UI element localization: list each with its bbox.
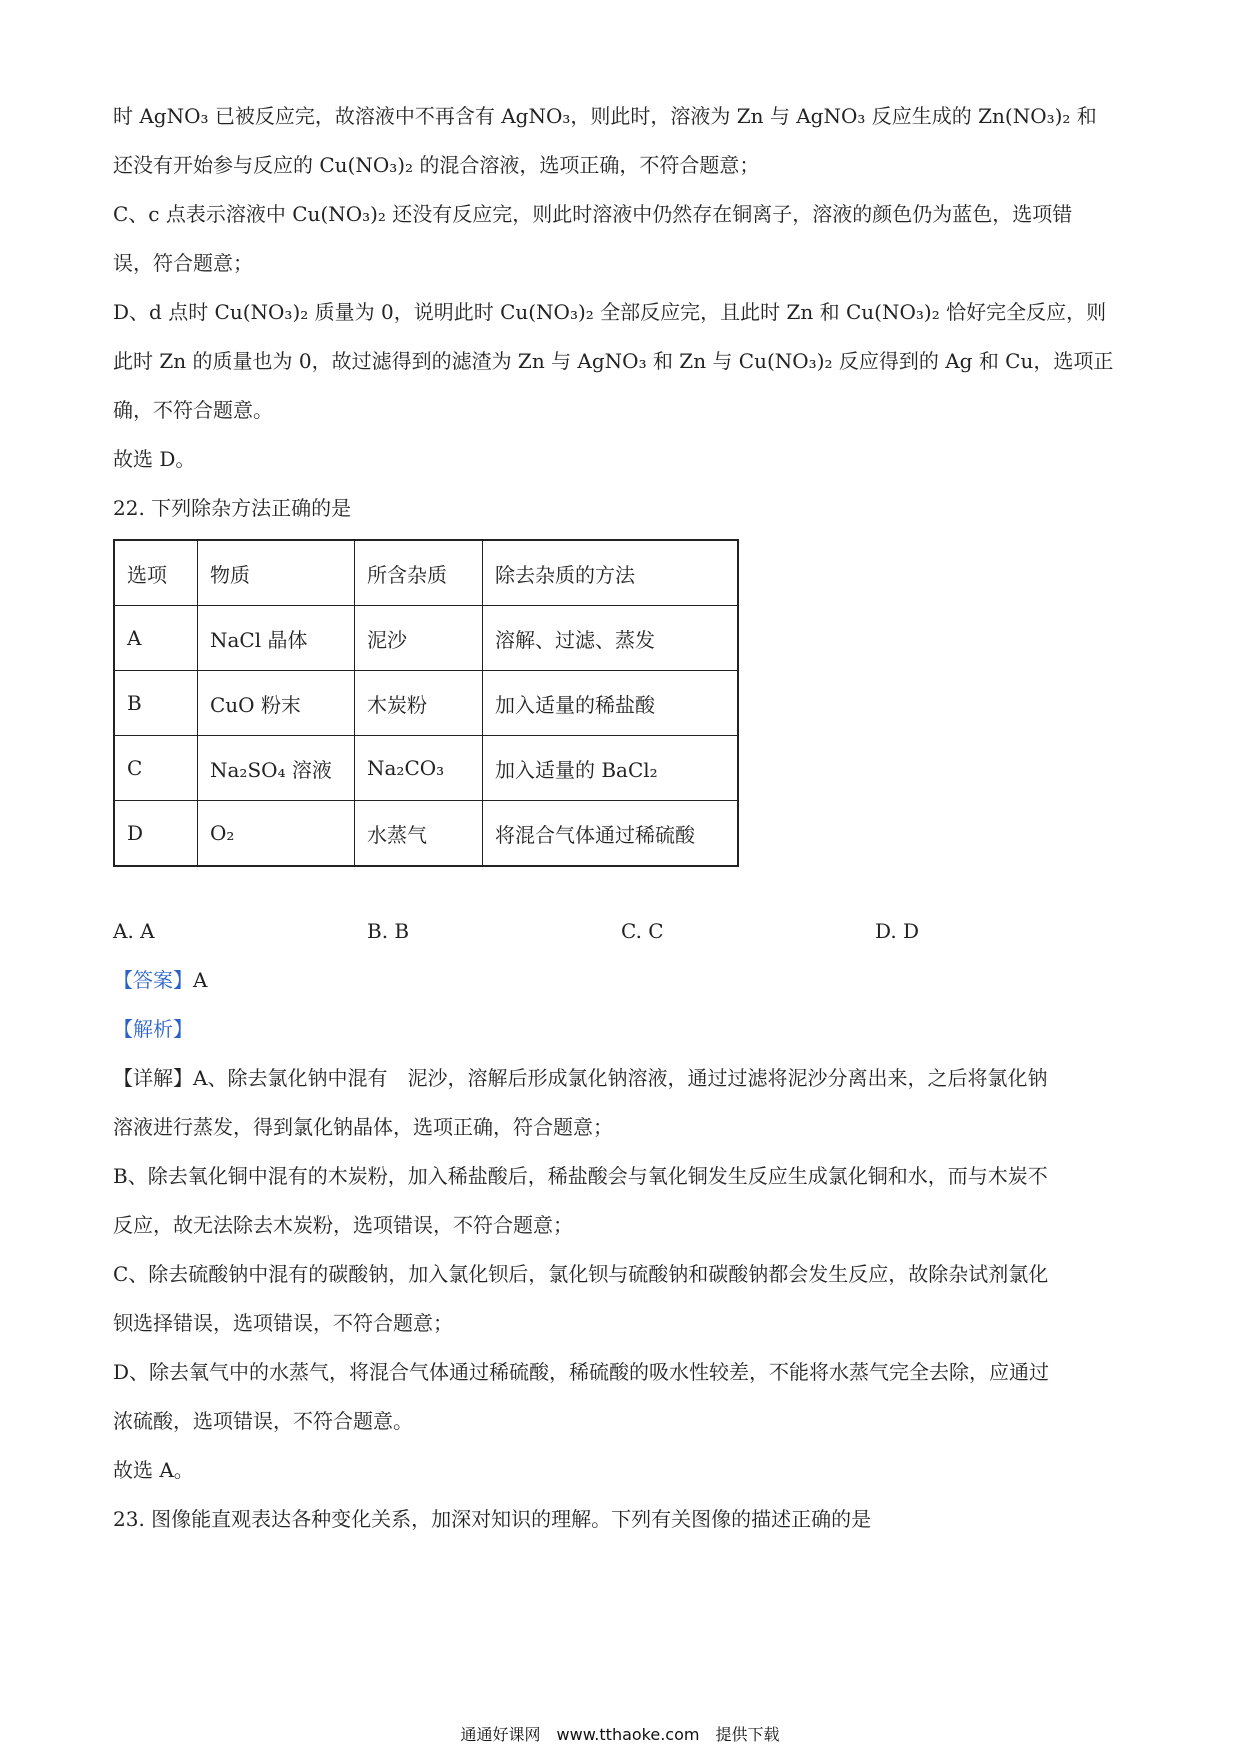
text-line: 反应，故无法除去木炭粉，选项错误，不符合题意； (113, 1213, 573, 1237)
document-page (113, 92, 1133, 1544)
text-line: C、除去硫酸钠中混有的碳酸钠，加入氯化钡后，氯化钡与硫酸钠和碳酸钠都会发生反应，故除杂试剂氯化 (113, 1262, 1049, 1286)
question-22-stem: 22. 下列除杂方法正确的是 (113, 496, 352, 520)
analysis-tag: 【解析】 (113, 1017, 193, 1041)
table-cell: O₂ (198, 801, 355, 867)
table-cell: 将混合气体通过稀硫酸 (483, 801, 739, 867)
header-cell: 物质 (198, 540, 355, 606)
impurity-removal-table (113, 539, 739, 867)
text-line: 故选 A。 (113, 1458, 194, 1482)
table-cell: 木炭粉 (355, 671, 483, 736)
option-c: C. C (621, 919, 664, 943)
table-cell: 加入适量的稀盐酸 (483, 671, 739, 736)
previous-explanation (113, 92, 1133, 484)
table-cell: Na₂CO₃ (355, 736, 483, 801)
table-cell: NaCl 晶体 (198, 606, 355, 671)
text-line: 钡选择错误，选项错误，不符合题意； (113, 1311, 453, 1335)
table-cell: 溶解、过滤、蒸发 (483, 606, 739, 671)
text-line: 时 AgNO₃ 已被反应完，故溶液中不再含有 AgNO₃，则此时，溶液为 Zn 与 AgNO₃ 反应生成的 Zn(NO₃)₂ 和 (113, 104, 1097, 128)
text-line: 误，符合题意； (113, 251, 253, 275)
text-line: 浓硫酸，选项错误，不符合题意。 (113, 1409, 413, 1433)
answer-options (113, 907, 1133, 956)
table-row (114, 801, 738, 867)
table-cell: D (114, 801, 198, 867)
table-cell: B (114, 671, 198, 736)
table-cell: A (114, 606, 198, 671)
text-line: 溶液进行蒸发，得到氯化钠晶体，选项正确，符合题意； (113, 1115, 613, 1139)
table-cell: Na₂SO₄ 溶液 (198, 736, 355, 801)
table-row (114, 606, 738, 671)
text-line: C、c 点表示溶液中 Cu(NO₃)₂ 还没有反应完，则此时溶液中仍然存在铜离子，溶液的颜色仍为蓝色，选项错 (113, 202, 1073, 226)
question-23-stem: 23. 图像能直观表达各种变化关系，加深对知识的理解。下列有关图像的描述正确的是 (113, 1507, 872, 1531)
text-line: B、除去氧化铜中混有的木炭粉，加入稀盐酸后，稀盐酸会与氧化铜发生反应生成氯化铜和水，而与木炭不 (113, 1164, 1048, 1188)
header-cell: 所含杂质 (355, 540, 483, 606)
table-cell: 泥沙 (355, 606, 483, 671)
text-line (113, 1054, 1133, 1103)
text-line: D、除去氧气中的水蒸气，将混合气体通过稀硫酸，稀硫酸的吸水性较差，不能将水蒸气完全去除，应通过 (113, 1360, 1050, 1384)
text-line: 还没有开始参与反应的 Cu(NO₃)₂ 的混合溶液，选项正确，不符合题意； (113, 153, 760, 177)
text-line: 此时 Zn 的质量也为 0，故过滤得到的滤渣为 Zn 与 AgNO₃ 和 Zn 与 Cu(NO₃)₂ 反应得到的 Ag 和 Cu，选项正 (113, 349, 1114, 373)
detail-explanation (113, 1054, 1133, 1495)
table-header-row (114, 540, 738, 606)
table-row (114, 671, 738, 736)
table-row (114, 736, 738, 801)
table-cell: 加入适量的 BaCl₂ (483, 736, 739, 801)
text-line: D、d 点时 Cu(NO₃)₂ 质量为 0，说明此时 Cu(NO₃)₂ 全部反应完，且此时 Zn 和 Cu(NO₃)₂ 恰好完全反应，则 (113, 300, 1107, 324)
option-b: B. B (367, 919, 410, 943)
table-cell: 水蒸气 (355, 801, 483, 867)
text-line: 确，不符合题意。 (113, 398, 273, 422)
option-a: A. A (113, 919, 155, 943)
detail-text: A、除去氯化钠中混有 泥沙，溶解后形成氯化钠溶液，通过过滤将泥沙分离出来，之后将氯化钠 (193, 1066, 1048, 1090)
table-cell: C (114, 736, 198, 801)
option-d: D. D (875, 919, 920, 943)
header-cell: 选项 (114, 540, 198, 606)
page-footer: 通通好课网 www.tthaoke.com 提供下载 (460, 1725, 780, 1744)
answer-tag: 【答案】 (113, 968, 193, 992)
analysis-line (113, 1005, 1133, 1054)
answer-value: A (193, 968, 208, 992)
header-cell: 除去杂质的方法 (483, 540, 739, 606)
table-cell: CuO 粉末 (198, 671, 355, 736)
text-line: 故选 D。 (113, 447, 196, 471)
detail-tag: 【详解】 (113, 1066, 193, 1090)
answer-line (113, 956, 1133, 1005)
